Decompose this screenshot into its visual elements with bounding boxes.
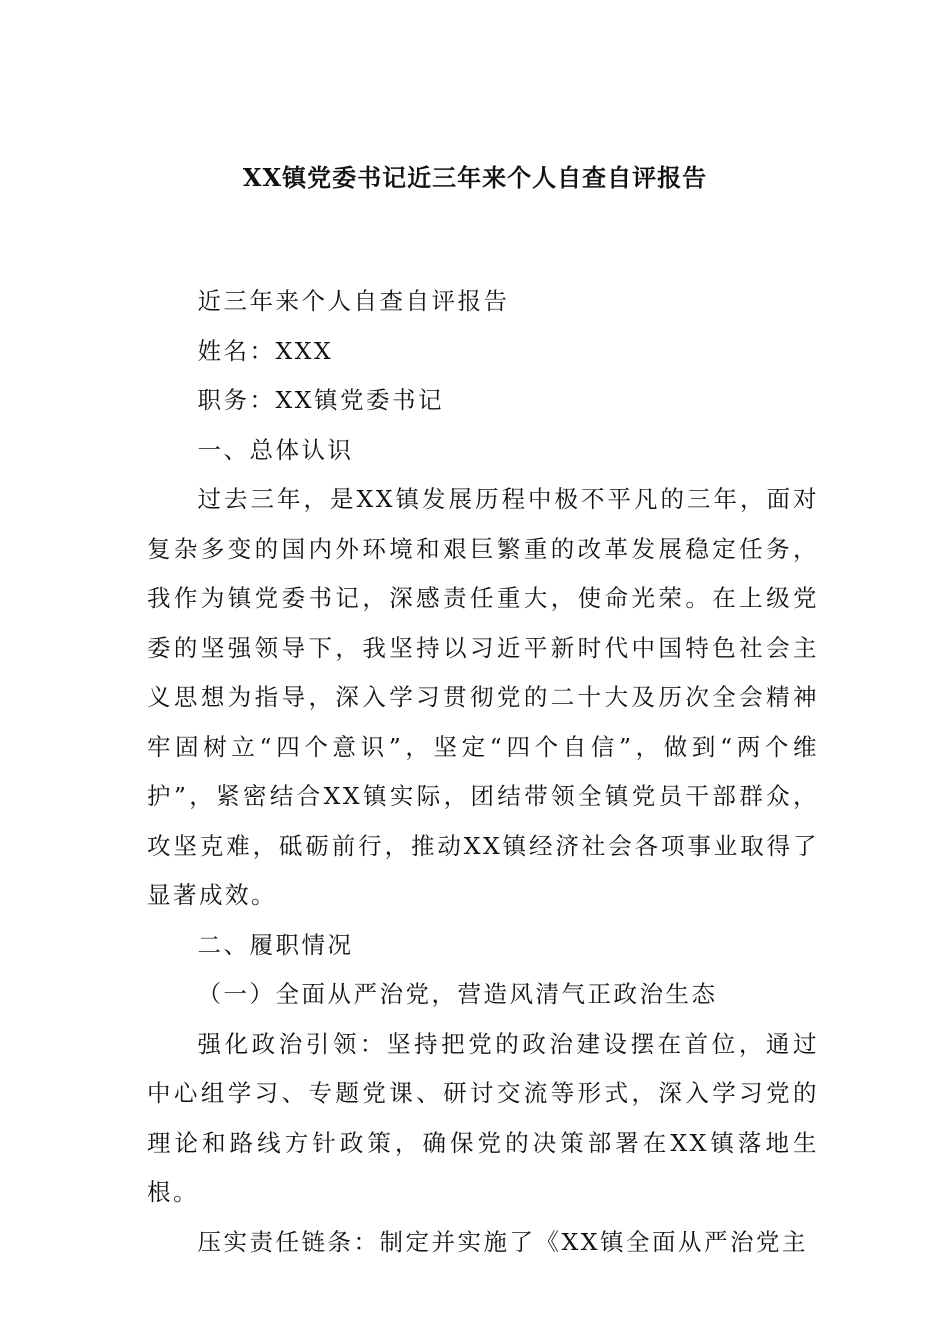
paragraph-position: 职务：XX镇党委书记: [197, 386, 444, 414]
paragraph-responsibility-chain: 压实责任链条：制定并实施了《XX镇全面从严治党主: [197, 1227, 808, 1256]
subsection-heading-party: （一）全面从严治党，营造风清气正政治生态: [197, 980, 718, 1008]
paragraph-name: 姓名：XXX: [197, 336, 334, 365]
paragraph-overall-text: 过去三年，是XX镇发展历程中极不平凡的三年，面对复杂多变的国内外环境和艰巨繁重的改革发展稳定任务，我作为镇党委书记，深感责任重大，使命光荣。在上级党委的坚强领导下，我坚持以习近平新时代中国特色社会主义思想为指导，深入学习贯彻党的二十大及历次全会精神牢固树立“四个意识”，坚定“四个自信”，做到“两个维护”，紧密结合XX镇实际，团结带领全镇党员干部群众，攻坚克难，砥砺前行，推动XX镇经济社会各项事业取得了显著成效。: [147, 485, 819, 909]
section-heading-overall: 一、总体认识: [197, 435, 354, 464]
document-title: XX镇党委书记近三年来个人自查自评报告: [242, 163, 708, 192]
paragraph-report-subtitle: 近三年来个人自查自评报告: [197, 287, 510, 315]
section-heading-duties: 二、履职情况: [197, 930, 354, 959]
document-body: [147, 277, 819, 1267]
paragraph-political-guidance: 强化政治引领：坚持把党的政治建设摆在首位，通过中心组学习、专题党课、研讨交流等形式，深入学习党的理论和路线方针政策，确保党的决策部署在XX镇落地生根。: [147, 1029, 819, 1206]
